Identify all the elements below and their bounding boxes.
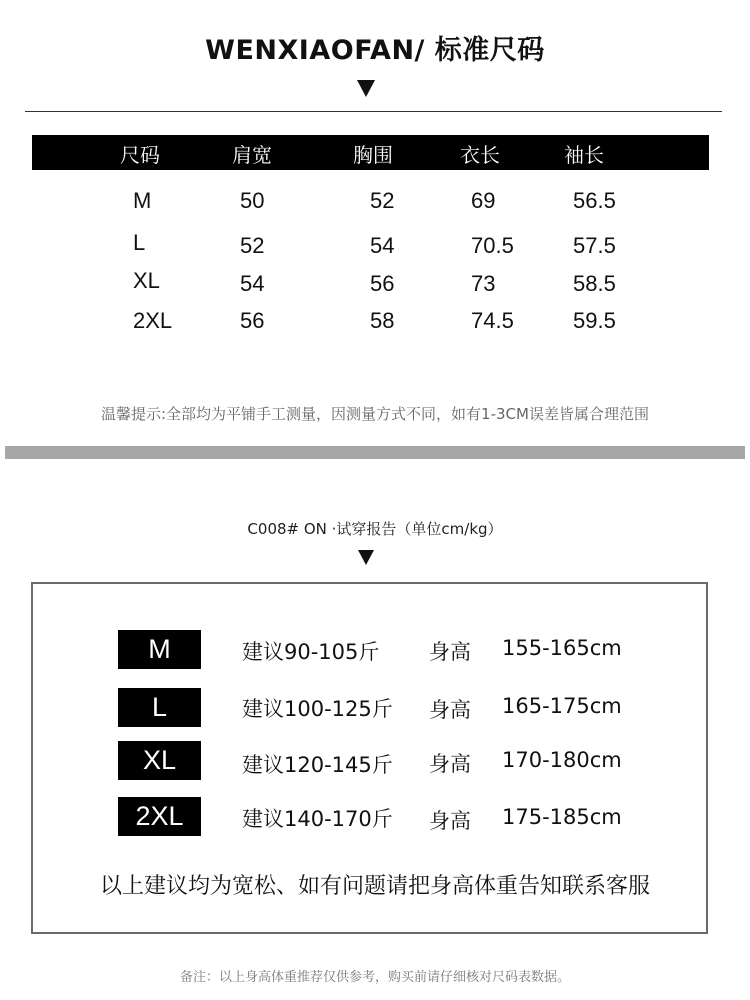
table-cell: 57.5	[573, 233, 616, 258]
table-cell: 54	[370, 233, 395, 258]
table-cell: 56.5	[573, 188, 616, 213]
weight-recommendation: 建议140-170斤	[242, 807, 393, 831]
measurement-tip: 温馨提示:全部均为平铺手工测量，因测量方式不同，如有1-3CM误差皆属合理范围	[101, 405, 649, 423]
down-arrow-icon	[358, 550, 374, 565]
table-cell: 56	[370, 271, 395, 296]
size-badge: M	[118, 630, 201, 669]
down-arrow-icon	[357, 80, 375, 97]
fit-note: 以上建议均为宽松、如有问题请把身高体重告知联系客服	[99, 874, 650, 899]
header-shoulder: 肩宽	[232, 143, 272, 167]
header-sleeve: 袖长	[564, 143, 604, 167]
height-range: 165-175cm	[502, 694, 622, 718]
table-cell: 52	[240, 233, 265, 258]
table-cell: 2XL	[133, 308, 173, 333]
table-cell: 59.5	[573, 308, 616, 333]
size-badge: L	[118, 688, 201, 727]
table-cell: 50	[240, 188, 265, 213]
table-cell: 74.5	[471, 308, 514, 333]
size-badge: 2XL	[118, 797, 201, 836]
height-range: 170-180cm	[502, 748, 622, 772]
header-length: 衣长	[460, 143, 500, 167]
weight-recommendation: 建议120-145斤	[242, 753, 393, 777]
table-cell: 69	[471, 188, 496, 213]
height-range: 155-165cm	[502, 636, 622, 660]
height-range: 175-185cm	[502, 805, 622, 829]
size-badge: XL	[118, 741, 201, 780]
height-label: 身高	[429, 640, 471, 664]
table-cell: 58.5	[573, 271, 616, 296]
height-label: 身高	[429, 698, 471, 722]
table-cell: 70.5	[471, 233, 514, 258]
size-table-header	[32, 135, 709, 170]
footer-remark: 备注：以上身高体重推荐仅供参考，购买前请仔细核对尺码表数据。	[179, 970, 570, 985]
table-cell: 54	[240, 271, 265, 296]
header-chest: 胸围	[353, 143, 393, 167]
table-cell: 73	[471, 271, 496, 296]
table-cell: XL	[133, 268, 160, 293]
page-title: WENXIAOFAN/ 标准尺码	[205, 35, 545, 66]
table-cell: L	[133, 230, 146, 255]
table-cell: 58	[370, 308, 395, 333]
height-label: 身高	[429, 809, 471, 833]
height-label: 身高	[429, 752, 471, 776]
section-separator	[5, 446, 745, 459]
table-cell: 52	[370, 188, 395, 213]
weight-recommendation: 建议90-105斤	[242, 640, 380, 664]
header-size: 尺码	[120, 143, 160, 167]
divider	[25, 111, 722, 112]
weight-recommendation: 建议100-125斤	[242, 697, 393, 721]
table-cell: M	[133, 188, 152, 213]
fit-report-title: C008# ON ·试穿报告（单位cm/kg）	[247, 520, 503, 538]
table-cell: 56	[240, 308, 265, 333]
